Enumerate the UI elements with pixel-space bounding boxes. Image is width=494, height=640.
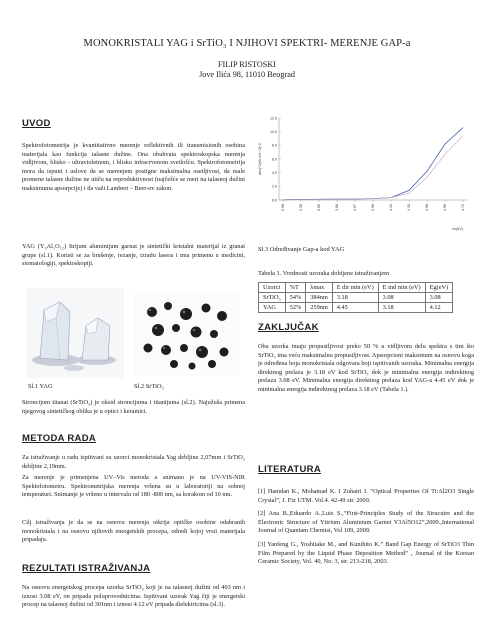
- results-table: [258, 282, 453, 313]
- metoda-text-2: Za merenje je primenjena UV–Vis metoda a snimano je na UV-VIS-NIR Spektofotometru. Spektrometrijska merenja vršena su u laboratoriji na sobnoj temperaturi. Snimanje je vršeno u intervalu od 180 -800 nm, sa korakom od 10 nm.: [22, 474, 245, 499]
- section-heading-literatura: LITERATURA: [258, 464, 321, 475]
- uvod-text-1: Spektrofotometrija je kvantitativno merenje reflektivnih ili transmisionih osobina materijala kao funkcija talasne dužine. Ona obuhvata spektroskopska merenja vidljivom, blisko - ultravioletnom, i blisko infracrvenom svetlošću. Spektrofotometrija mora da ispuni i uslove da se merenjem postigne maksimalna osetljivost, da male promene talasne dužine ne utiču na reproduktivnost (najčešće se meri na talasnoj dužini maksimuma apsorpcije) i da važi Lambert – Beer-ov zakon.: [22, 142, 245, 192]
- figure-3-caption: Sl.3 Određivanje Gap-a kod YAG: [258, 246, 345, 253]
- table-header-cell: E ind min (eV): [378, 283, 425, 293]
- x-tick-label: 4.55: [443, 204, 448, 211]
- x-tick-label: 3.86: [335, 204, 340, 211]
- table-header-cell: E dir min (eV): [332, 283, 378, 293]
- strontium-paragraph: [22, 399, 245, 416]
- figure-yag-photo: [26, 288, 124, 378]
- results-table-wrap: [258, 282, 453, 313]
- reference-item: [2] Ana B.,Eduardo A.,Luis S.,“First-Principles Study of the Strucutre and the Electronic Structure of Yttrium Aluminium Garnet Y3Al5O12”,2009.,International Journal of Quantam Chemist, Vol 109, 2009.: [258, 510, 474, 535]
- metoda-paragraph-3: [22, 519, 245, 545]
- y-tick-label: 8.0: [272, 143, 277, 148]
- y-tick-label: 12.0: [270, 116, 277, 121]
- figure-1-caption: Sl.1 YAG: [28, 383, 53, 390]
- y-tick-label: 2.0: [272, 184, 277, 189]
- y-tick-label: 6.0: [272, 157, 277, 162]
- table-cell: 3.08: [425, 293, 453, 303]
- table-cell: 54%: [285, 293, 306, 303]
- section-heading-uvod: UVOD: [22, 118, 51, 129]
- strontium-text: Stroncijum titanat (SrTiO₃) je oksid stroncijuma i titanijuma (sl.2). Najužuša primena njegovog sintetičkog oblika je u optici i keramici.: [22, 399, 245, 415]
- gap-chart: [255, 112, 477, 240]
- table-cell: 384nm: [306, 293, 333, 303]
- x-tick-label: 4.15: [407, 204, 412, 211]
- table-cell: SrTiO₃: [259, 293, 286, 303]
- zakljucak-paragraph: [258, 343, 474, 395]
- metoda-text-3: Cilj istraživanja je da se na osnovu merenja otkrija optičke osobine odabranih monokristala i na osnovu njihovih energetskih procepa, odredi kojoj vrsti materijala pripadaju.: [22, 519, 245, 544]
- table-row: [259, 293, 453, 303]
- x-tick-label: 4.72: [461, 204, 466, 211]
- y-tick-label: 0.0: [272, 198, 277, 203]
- table-cell: 3.08: [378, 293, 425, 303]
- gap-chart-svg: [255, 112, 477, 240]
- figure-2-caption: Sl.2 SrTiO₃: [134, 383, 164, 390]
- table-header-cell: Eg(eV): [425, 283, 453, 293]
- x-tick-label: 4.12: [389, 204, 394, 211]
- figure-srtio3-photo: [134, 292, 240, 376]
- table-cell: 4.45: [332, 303, 378, 313]
- table-cell: YAG: [259, 303, 286, 313]
- author-address: Jove Ilića 98, 11010 Beograd: [199, 70, 295, 79]
- metoda-paragraph-2: [22, 474, 245, 500]
- y-tick-label: 10.0: [270, 129, 277, 134]
- uvod-paragraph-2: [22, 243, 245, 269]
- table-cell: 3.18: [378, 303, 425, 313]
- rezultati-text: Na osnovu energetskog procepa uzorka SrTiO₃ koji je na talasnoj dužini od 403 nm i iznosi 3.08 eV, on pripada poluprovodnicima. Ispitivani uzorak Yag čiji je energetski procep na talasnoj dužini od 301nm i iznosi 4.12 eV pripada dielektricima (sl.3).: [22, 584, 245, 609]
- table-header-cell: λmax: [306, 283, 333, 293]
- table-cell: 4.12: [425, 303, 453, 313]
- reference-item: [3] Yanfeng G., Yoshitake M., and Kunihito K.” Band Gap Energy of SrTiO3 Thin Film Prepared by the Liquid Phase Deposition Method” , Journal of the Korean Ceramic Society, Vol. 40, No. 3, str. 213-218, 2003.: [258, 540, 474, 566]
- section-heading-rezultati: REZULTATI ISTRAŽIVANJA: [22, 563, 151, 574]
- table-header-cell: %T: [285, 283, 306, 293]
- x-tick-label: 3.35: [299, 204, 304, 211]
- section-heading-metoda: METODA RADA: [22, 433, 97, 444]
- x-tick-label: 4.08: [425, 204, 430, 211]
- srtio3-crystals-image: [134, 292, 240, 376]
- table-header-cell: Uzorci: [259, 283, 286, 293]
- uvod-text-2: YAG (Y₃Al₅O₁₂) Itrijum aluminijum garnat je sintetički kristalni materijal iz granat grupe (sl.1). Koristi se za brušenje, rezanje, izradu lasera i ima primenu u medicini, stomatologiji, spektoskopiji.: [22, 243, 245, 268]
- paper-title: MONOKRISTALI YAG i SrTiO₃ I NJIHOVI SPEKTRI- MERENJE GAP-a: [83, 38, 411, 49]
- table-cell: 3.18: [332, 293, 378, 303]
- x-tick-label: 4.07: [353, 204, 358, 211]
- x-tick-label: 3.65: [317, 204, 322, 211]
- table-row: [259, 303, 453, 313]
- x-tick-label: 3.06: [281, 204, 286, 211]
- table-cell: 259nm: [306, 303, 333, 313]
- x-axis-label: hv(eV): [452, 227, 463, 231]
- rezultati-paragraph: [22, 584, 245, 610]
- series-line: [283, 128, 463, 200]
- author-name: FILIP RISTOSKI: [217, 60, 276, 69]
- zakljucak-text: Oba uzorka imaju propustljivost preko 50 % u vidljivom delu spektra s tim što SrTiO₃ ima veću maksimalnu propustljivost. Apsorpcioni maksimum na osnovu koga je određena boja monokristala odgovara boji ispitivanih uzoraka. Minimalna energija direktnog prelaza je 3.18 eV kod SrTiO₃ dok je minimalna energija indirektnog prelaza 3.08 eV. Minimalna energija direktnog prelaza kod YAG-a 4.45 eV dok je minimalna energija indirektnog prelaza 3.18 eV (Tabela 1.).: [258, 343, 474, 393]
- y-axis-label: ahv)^2(eV cm^-1)^2: [258, 143, 262, 175]
- x-tick-label: 3.99: [371, 204, 376, 211]
- series-line: [283, 136, 463, 200]
- y-tick-label: 4.0: [272, 170, 277, 175]
- references-list: [258, 488, 474, 572]
- table-cell: 52%: [285, 303, 306, 313]
- section-heading-zakljucak: ZAKLJUČAK: [258, 322, 319, 333]
- metoda-paragraph-1: [22, 454, 245, 471]
- yag-crystals-image: [26, 288, 124, 378]
- table-caption: Tabela 1. Vrednosti uzoraka dobijene istraživanjem: [258, 270, 390, 277]
- reference-item: [1] Hamdan K., Mohamad K. I Zuhairi I. “Optical Properties Of Ti:Al2O3 Single Crystal”, J. Fiz UTM. Vol.4. 42-49 str. 2009.: [258, 488, 474, 504]
- uvod-paragraph-1: [22, 142, 245, 194]
- table-header-row: [259, 283, 453, 293]
- metoda-text-1: Za istraživanje u radu ispitivani su uzorci monokristala Yag debljine 2,07mm i SrTiO₃ debljine 2,19mm.: [22, 454, 245, 470]
